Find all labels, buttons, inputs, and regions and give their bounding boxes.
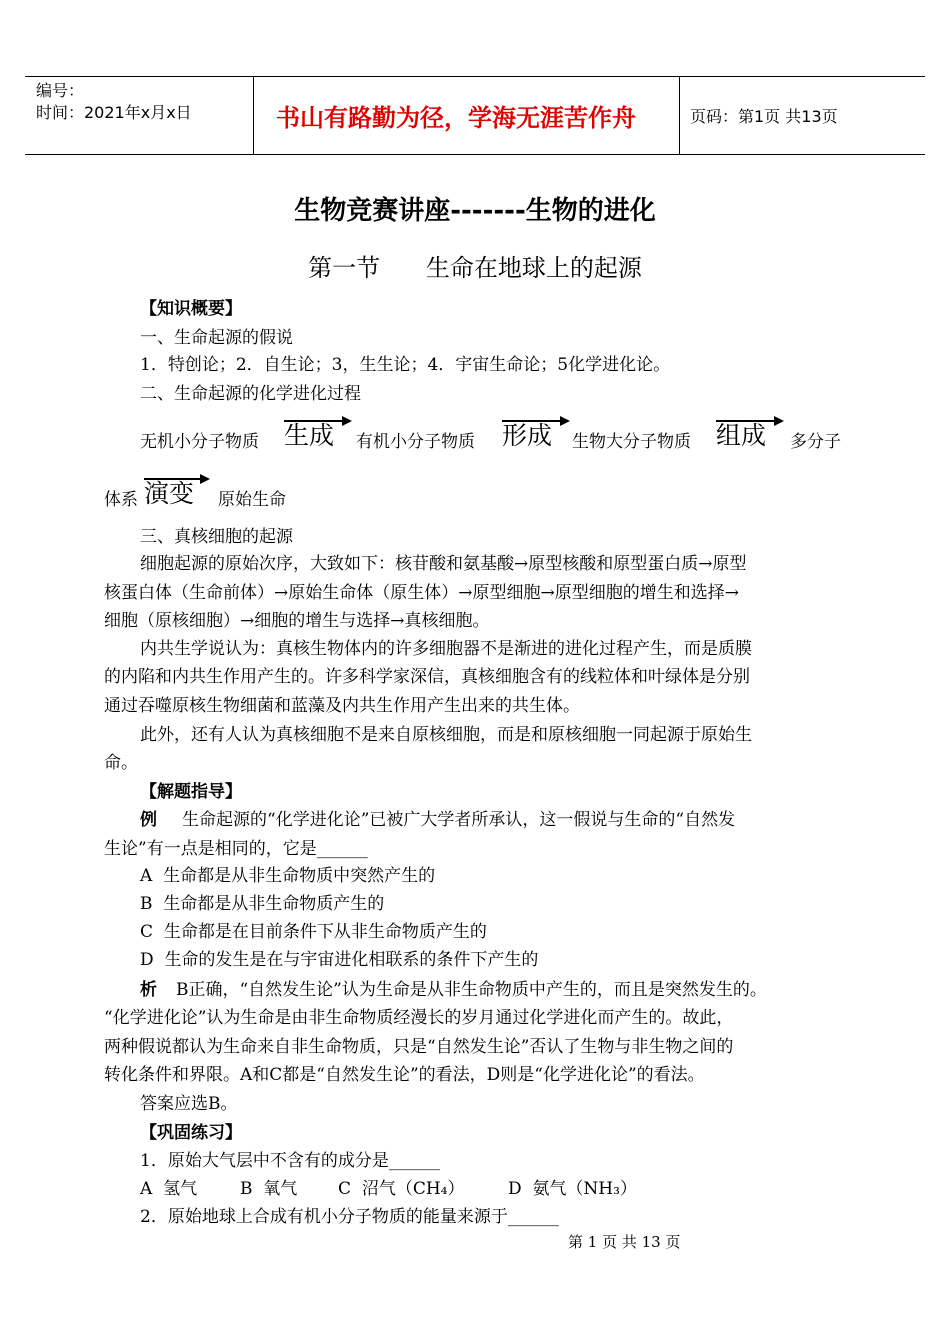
practice-heading: 【巩固练习】 [140,1123,242,1143]
paragraph-2-line-3: 通过吞噬原核生物细菌和蓝藻及内共生作用产生出来的共生体。 [104,696,580,716]
arrow-label-1: 生成 [284,421,335,450]
header-bottom-border [25,154,925,155]
option-a: A 生命都是从非生命物质中突然产生的 [140,866,436,886]
chain-stage-system: 体系 [104,490,138,510]
option-c: C 生命都是在目前条件下从非生命物质产生的 [140,922,487,942]
arrow-head-3 [774,416,784,426]
analysis-line-3: 两种假说都认为生命来自非生命物质，只是“自然发生论”否认了生物与非生物之间的 [104,1037,734,1057]
q1-option-b: B 氧气 [240,1179,298,1199]
knowledge-heading: 【知识概要】 [140,299,242,319]
header-time-label: 时间：2021年x月x日 [36,103,192,122]
analysis-label: 析 [140,980,157,1000]
item2-title: 二、生命起源的化学进化过程 [140,384,361,404]
paragraph-3-line-1: 此外，还有人认为真核细胞不是来自原核细胞，而是和原核细胞一同起源于原始生 [140,725,752,745]
header-divider-left [253,76,254,155]
paragraph-1-line-2: 核蛋白体（生命前体）→原始生命体（原生体）→原型细胞→原型细胞的增生和选择→ [104,583,739,603]
q1-option-a: A 氢气 [140,1179,198,1199]
item1-title: 一、生命起源的假说 [140,328,293,348]
arrow-label-2: 形成 [502,421,553,450]
arrow-label-4: 演变 [144,479,195,508]
header-top-border [25,76,925,77]
analysis-line-1: B正确，“自然发生论”认为生命是从非生命物质中产生的，而且是突然发生的。 [176,980,767,1000]
chain-stage-primitive-life: 原始生命 [218,490,286,510]
example-line-2: 生论”有一点是相同的，它是______ [104,839,368,859]
chain-stage-inorganic: 无机小分子物质 [140,432,259,452]
paragraph-2-line-2: 的内陷和内共生作用产生的。许多科学家深信，真核细胞含有的线粒体和叶绿体是分别 [104,667,750,687]
header-number-label: 编号： [36,81,85,100]
question-1: 1．原始大气层中不含有的成分是______ [140,1151,440,1171]
page-footer: 第 1 页 共 13 页 [568,1233,681,1251]
option-b: B 生命都是从非生命物质产生的 [140,894,385,914]
header-motto: 书山有路勤为径，学海无涯苦作舟 [276,104,636,132]
option-d: D 生命的发生是在与宇宙进化相联系的条件下产生的 [140,950,539,970]
arrow-head-1 [342,416,352,426]
answer-line: 答案应选B。 [140,1094,238,1114]
item3-title: 三、真核细胞的起源 [140,527,293,547]
example-label: 例 [140,810,157,830]
chain-stage-organic-small: 有机小分子物质 [356,432,475,452]
paragraph-1-line-1: 细胞起源的原始次序，大致如下：核苷酸和氨基酸→原型核酸和原型蛋白质→原型 [140,554,747,574]
chain-stage-macromolecule: 生物大分子物质 [572,432,691,452]
analysis-line-2: “化学进化论”认为生命是由非生命物质经漫长的岁月通过化学进化而产生的。故此， [104,1008,734,1028]
arrow-label-3: 组成 [716,421,767,450]
arrow-head-2 [560,416,570,426]
paragraph-1-line-3: 细胞（原核细胞）→细胞的增生与选择→真核细胞。 [104,611,490,631]
item1-body: 1．特创论；2．自生论；3，生生论；4．宇宙生命论；5化学进化论。 [140,355,671,375]
analysis-line-4: 转化条件和界限。A和C都是“自然发生论”的看法，D则是“化学进化论”的看法。 [104,1065,705,1085]
arrow-head-4 [200,474,210,484]
chain-stage-multimolecular: 多分子 [790,432,841,452]
guide-heading: 【解题指导】 [140,782,242,802]
paragraph-3-line-2: 命。 [104,753,138,773]
q1-option-d: D 氨气（NH₃） [508,1179,637,1199]
paragraph-2-line-1: 内共生学说认为：真核生物体内的许多细胞器不是渐进的进化过程产生，而是质膜 [140,639,752,659]
header-page-label: 页码：第1页 共13页 [690,107,838,126]
page-title: 生物竞赛讲座-------生物的进化 [294,196,656,226]
q1-option-c: C 沼气（CH₄） [338,1179,465,1199]
header-divider-right [679,76,680,155]
example-line-1: 生命起源的“化学进化论”已被广大学者所承认，这一假说与生命的“自然发 [182,810,736,830]
section-title: 第一节 生命在地球上的起源 [308,254,642,282]
question-2: 2．原始地球上合成有机小分子物质的能量来源于______ [140,1207,559,1227]
